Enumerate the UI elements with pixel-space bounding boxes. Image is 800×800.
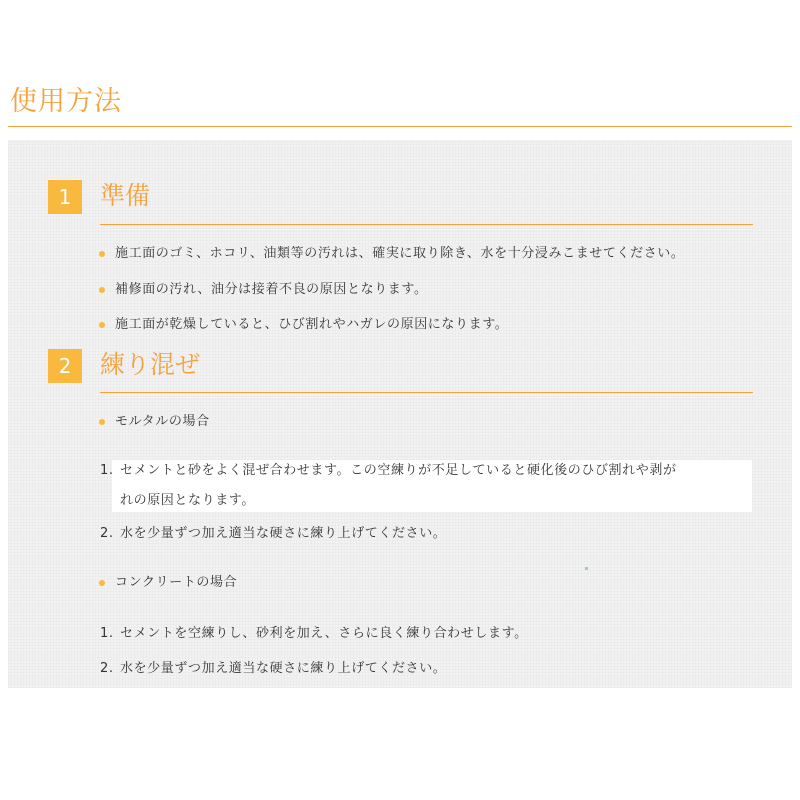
page-title: 使用方法 — [10, 86, 122, 117]
step-marker: 2. — [100, 661, 114, 676]
bullet-dot-icon — [99, 322, 105, 328]
step-marker: 1. — [100, 463, 114, 478]
step-marker: 1. — [100, 626, 114, 641]
step-marker: 2. — [100, 526, 114, 541]
step-badge-1: 1 — [48, 180, 82, 214]
section-1-divider — [100, 224, 753, 225]
bullet-dot-icon — [99, 251, 105, 257]
bullet-dot-icon — [99, 287, 105, 293]
step-text: 水を少量ずつ加え適当な硬さに練り上げてください。 — [120, 661, 447, 676]
step-text: セメントと砂をよく混ぜ合わせます。この空練りが不足していると硬化後のひび割れや剥が — [120, 463, 677, 478]
step-text-line2: れの原因となります。 — [120, 493, 255, 508]
green-artifact-dot — [585, 567, 588, 570]
section-1-title: 準備 — [100, 181, 151, 210]
section-2-divider — [100, 392, 753, 393]
concrete-heading-text: コンクリートの場合 — [115, 575, 238, 590]
step-text: 水を少量ずつ加え適当な硬さに練り上げてください。 — [120, 526, 447, 541]
list-item-text: 補修面の汚れ、油分は接着不良の原因となります。 — [115, 282, 428, 297]
bullet-dot-icon — [99, 580, 105, 586]
list-item-text: 施工面が乾燥していると、ひび割れやハガレの原因になります。 — [115, 317, 509, 332]
list-item-text: 施工面のゴミ、ホコリ、油類等の汚れは、確実に取り除き、水を十分浸みこませてください。 — [115, 246, 685, 261]
title-divider — [8, 126, 792, 127]
section-2-title: 練り混ぜ — [100, 350, 201, 379]
step-badge-2: 2 — [48, 349, 82, 383]
step-text: セメントを空練りし、砂利を加え、さらに良く練り合わせします。 — [120, 626, 528, 641]
bullet-dot-icon — [99, 419, 105, 425]
mortar-heading-text: モルタルの場合 — [115, 414, 210, 429]
